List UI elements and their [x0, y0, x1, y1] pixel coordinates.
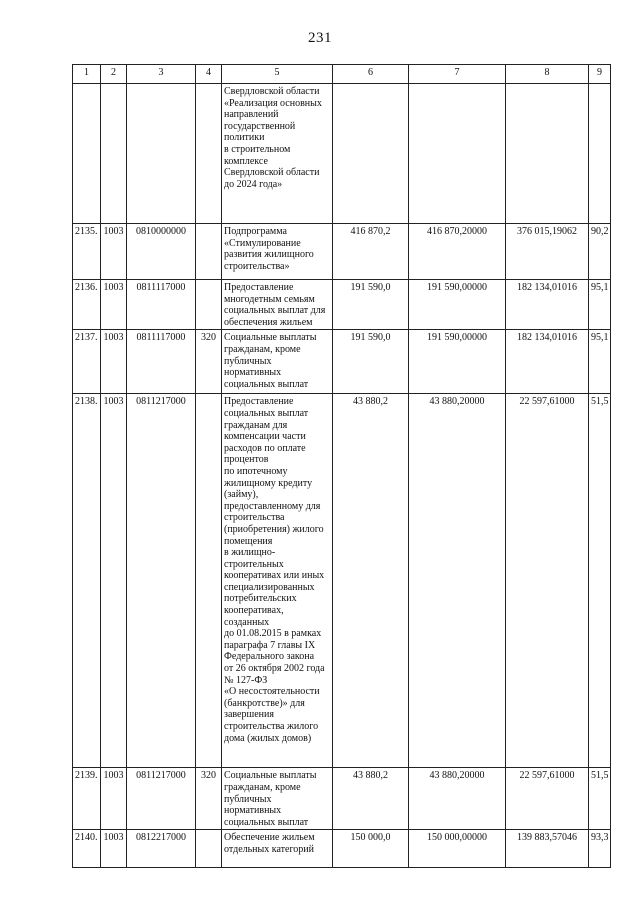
approved-amount: 43 880,2: [333, 394, 409, 768]
refined-amount: 416 870,20000: [409, 224, 506, 280]
execution-percent: 95,1: [589, 330, 611, 394]
page-number: 231: [308, 30, 332, 46]
table-row: [73, 830, 611, 868]
target-article-code: 0811117000: [127, 280, 196, 330]
executed-amount: 182 134,01016: [506, 280, 589, 330]
row-number: 2139.: [73, 768, 101, 830]
column-header: 1: [73, 65, 101, 84]
column-header: 9: [589, 65, 611, 84]
approved-amount: 416 870,2: [333, 224, 409, 280]
header-row: [73, 65, 611, 84]
executed-amount: 22 597,61000: [506, 768, 589, 830]
section-code: 1003: [101, 224, 127, 280]
row-number: 2138.: [73, 394, 101, 768]
section-code: 1003: [101, 830, 127, 868]
refined-amount: [409, 84, 506, 224]
column-header: 5: [222, 65, 333, 84]
column-header: 4: [196, 65, 222, 84]
target-article-code: 0812217000: [127, 830, 196, 868]
row-number: 2136.: [73, 280, 101, 330]
row-number: [73, 84, 101, 224]
executed-amount: 22 597,61000: [506, 394, 589, 768]
approved-amount: 191 590,0: [333, 280, 409, 330]
target-article-code: 0811117000: [127, 330, 196, 394]
execution-percent: 95,1: [589, 280, 611, 330]
item-name: Предоставление социальных выплат гражданам для компенсации части расходов по оплате процентов по ипотечному жилищному кредиту (займу), предоставленному для строительства (приобретения) жилого помещения в жилищно- строительных кооперативах или иных специализированных потребительских кооперативах, созданных до 01.08.2015 в рамках параграфа 7 главы IX Федерального закона от 26 октября 2002 года № 127-ФЗ «О несостоятельности (банкротстве)» для завершения строительства жилого дома (жилых домов): [222, 394, 333, 768]
table-row: [73, 84, 611, 224]
table-row: [73, 394, 611, 768]
approved-amount: 191 590,0: [333, 330, 409, 394]
executed-amount: 182 134,01016: [506, 330, 589, 394]
column-header: 6: [333, 65, 409, 84]
refined-amount: 43 880,20000: [409, 394, 506, 768]
target-article-code: 0811217000: [127, 394, 196, 768]
section-code: 1003: [101, 330, 127, 394]
item-name: Обеспечение жильем отдельных категорий: [222, 830, 333, 868]
table-row: [73, 768, 611, 830]
table-body: [73, 84, 611, 868]
item-name: Подпрограмма «Стимулирование развития жилищного строительства»: [222, 224, 333, 280]
row-number: 2140.: [73, 830, 101, 868]
approved-amount: [333, 84, 409, 224]
execution-percent: 90,2: [589, 224, 611, 280]
expense-type-code: [196, 830, 222, 868]
row-number: 2137.: [73, 330, 101, 394]
section-code: 1003: [101, 280, 127, 330]
column-header: 7: [409, 65, 506, 84]
table-row: [73, 330, 611, 394]
item-name: Предоставление многодетным семьям социальных выплат для обеспечения жильем: [222, 280, 333, 330]
executed-amount: 376 015,19062: [506, 224, 589, 280]
refined-amount: 43 880,20000: [409, 768, 506, 830]
expense-type-code: [196, 224, 222, 280]
item-name: Социальные выплаты гражданам, кроме публичных нормативных социальных выплат: [222, 330, 333, 394]
table-row: [73, 280, 611, 330]
column-header: 8: [506, 65, 589, 84]
refined-amount: 191 590,00000: [409, 280, 506, 330]
section-code: 1003: [101, 394, 127, 768]
expense-type-code: 320: [196, 768, 222, 830]
expense-type-code: [196, 394, 222, 768]
section-code: [101, 84, 127, 224]
item-name: Свердловской области «Реализация основных направлений государственной политики в строительном комплексе Свердловской области до 2024 года»: [222, 84, 333, 224]
expense-type-code: 320: [196, 330, 222, 394]
approved-amount: 150 000,0: [333, 830, 409, 868]
item-name: Социальные выплаты гражданам, кроме публичных нормативных социальных выплат: [222, 768, 333, 830]
table-row: [73, 224, 611, 280]
refined-amount: 191 590,00000: [409, 330, 506, 394]
target-article-code: [127, 84, 196, 224]
executed-amount: 139 883,57046: [506, 830, 589, 868]
execution-percent: 51,5: [589, 394, 611, 768]
table-header: [73, 65, 611, 84]
budget-table: [72, 64, 611, 868]
target-article-code: 0810000000: [127, 224, 196, 280]
execution-percent: 93,3: [589, 830, 611, 868]
expense-type-code: [196, 84, 222, 224]
execution-percent: 51,5: [589, 768, 611, 830]
row-number: 2135.: [73, 224, 101, 280]
refined-amount: 150 000,00000: [409, 830, 506, 868]
expense-type-code: [196, 280, 222, 330]
section-code: 1003: [101, 768, 127, 830]
executed-amount: [506, 84, 589, 224]
target-article-code: 0811217000: [127, 768, 196, 830]
column-header: 2: [101, 65, 127, 84]
column-header: 3: [127, 65, 196, 84]
approved-amount: 43 880,2: [333, 768, 409, 830]
execution-percent: [589, 84, 611, 224]
